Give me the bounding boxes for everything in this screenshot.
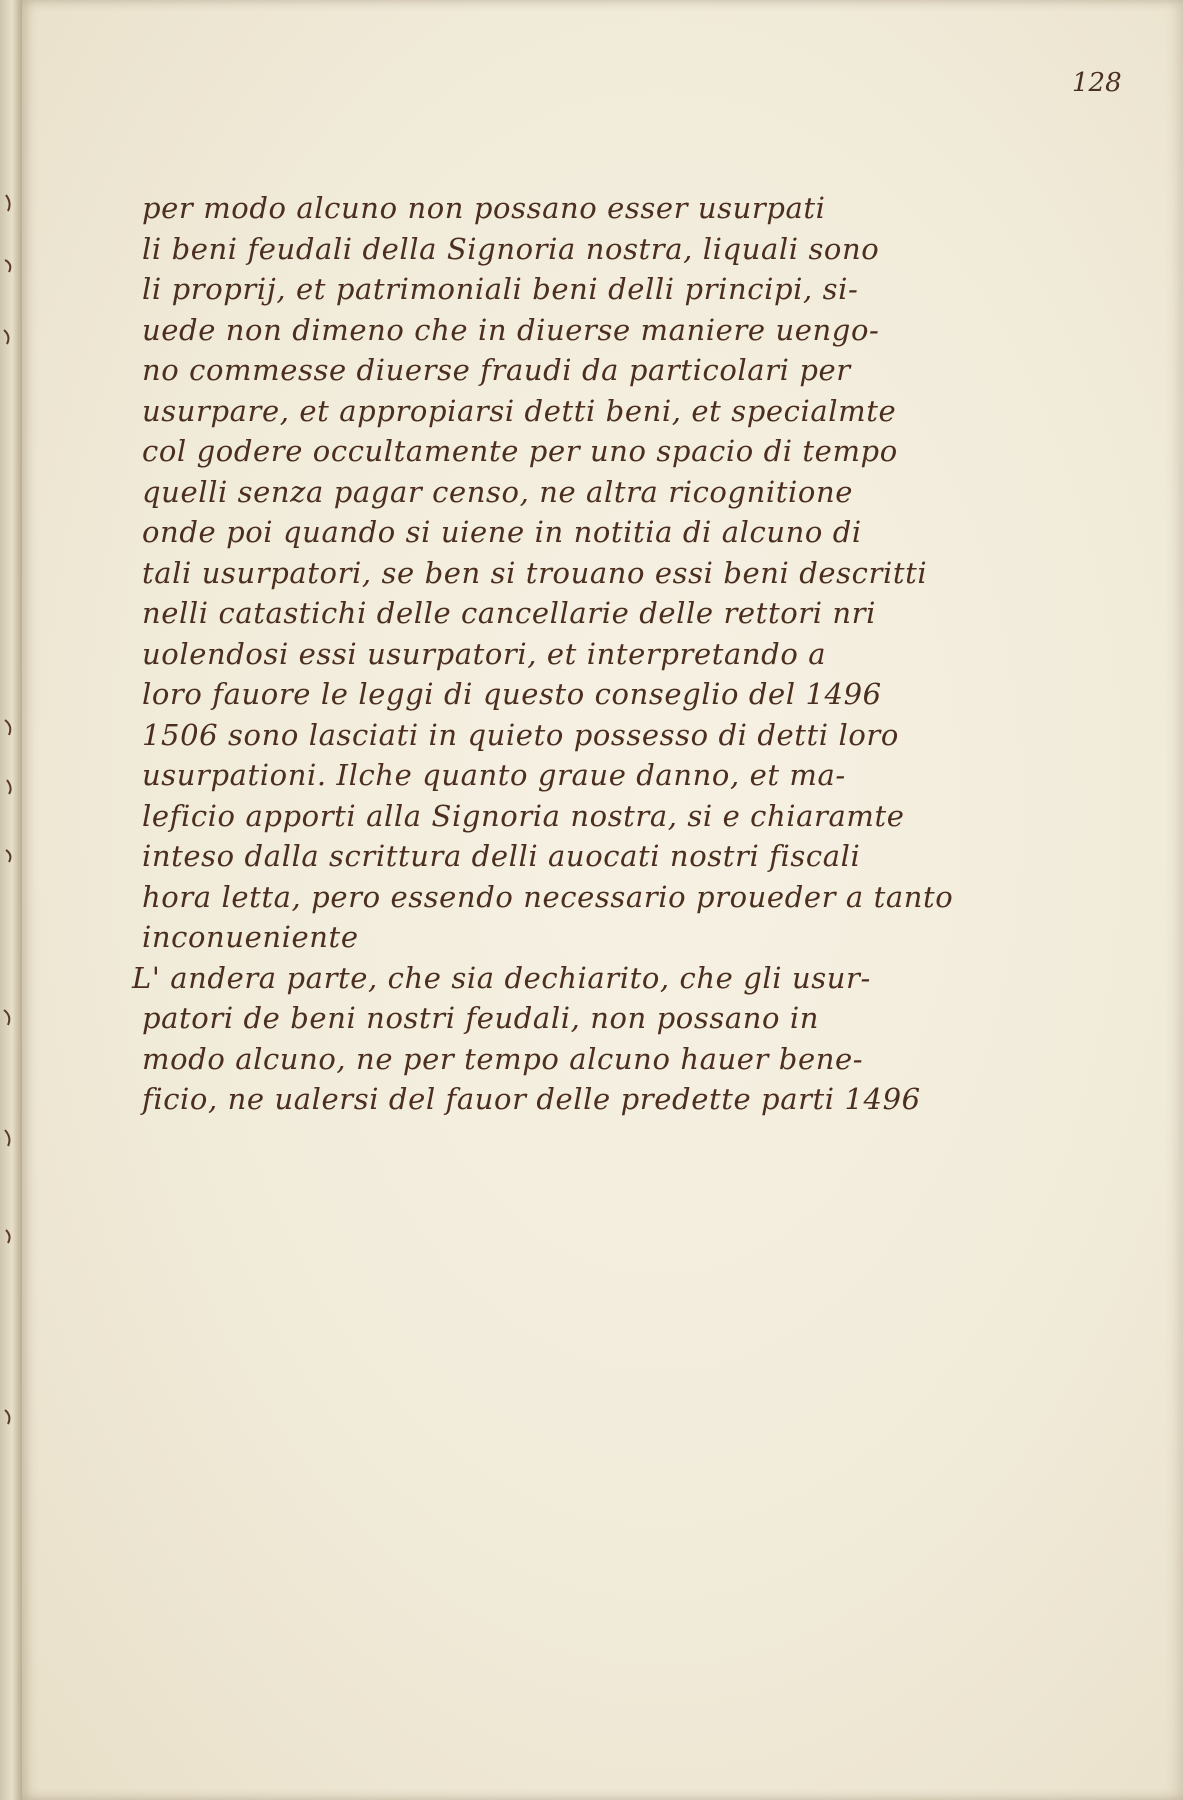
text-line: hora letta, pero essendo necessario proueder a tanto — [142, 879, 954, 914]
previous-page-edge — [0, 0, 22, 1800]
text-line: col godere occultamente per uno spacio di tempo — [142, 434, 898, 468]
text-line: patori de beni nostri feudali, non possano in — [142, 1001, 820, 1035]
previous-page-ink-marks — [2, 0, 20, 1800]
text-line: 1506 sono lasciati in quieto possesso di detti loro — [142, 717, 899, 752]
manuscript-page — [22, 0, 1183, 1800]
text-line: leficio apporti alla Signoria nostra, si e chiaramte — [142, 798, 905, 833]
text-line: inteso dalla scrittura delli auocati nostri fiscali — [142, 839, 861, 873]
text-line: onde poi quando si uiene in notitia di alcuno di — [142, 515, 862, 549]
text-line: inconueniente — [142, 920, 359, 954]
blank-page-area — [142, 1420, 942, 1720]
text-line: usurpationi. Ilche quanto graue danno, et ma- — [142, 758, 846, 792]
text-line: modo alcuno, ne per tempo alcuno hauer bene- — [142, 1041, 864, 1076]
text-line: uede non dimeno che in diuerse maniere uengo- — [142, 312, 880, 347]
folio-number: 128 — [1072, 68, 1122, 98]
text-line: li proprij, et patrimoniali beni delli principi, si- — [142, 272, 859, 306]
handwritten-text-block — [132, 188, 954, 1120]
text-line: no commesse diuerse fraudi da particolari per — [142, 353, 851, 387]
text-line-paragraph-start: L' andera parte, che sia dechiarito, che gli usur- — [132, 960, 871, 995]
text-line: quelli senza pagar censo, ne altra ricognitione — [142, 474, 854, 509]
text-line: tali usurpatori, se ben si trouano essi beni descritti — [142, 555, 928, 590]
text-line: ficio, ne ualersi del fauor delle predette parti 1496 — [142, 1082, 921, 1116]
text-line: usurpare, et appropiarsi detti beni, et specialmte — [142, 393, 897, 428]
text-line: uolendosi essi usurpatori, et interpretando a — [142, 636, 827, 671]
text-line: loro fauore le leggi di questo conseglio del 1496 — [142, 677, 882, 711]
text-line: nelli catastichi delle cancellarie delle rettori nri — [142, 596, 877, 630]
text-line: per modo alcuno non possano esser usurpati — [142, 191, 826, 225]
text-line: li beni feudali della Signoria nostra, liquali sono — [142, 231, 880, 266]
